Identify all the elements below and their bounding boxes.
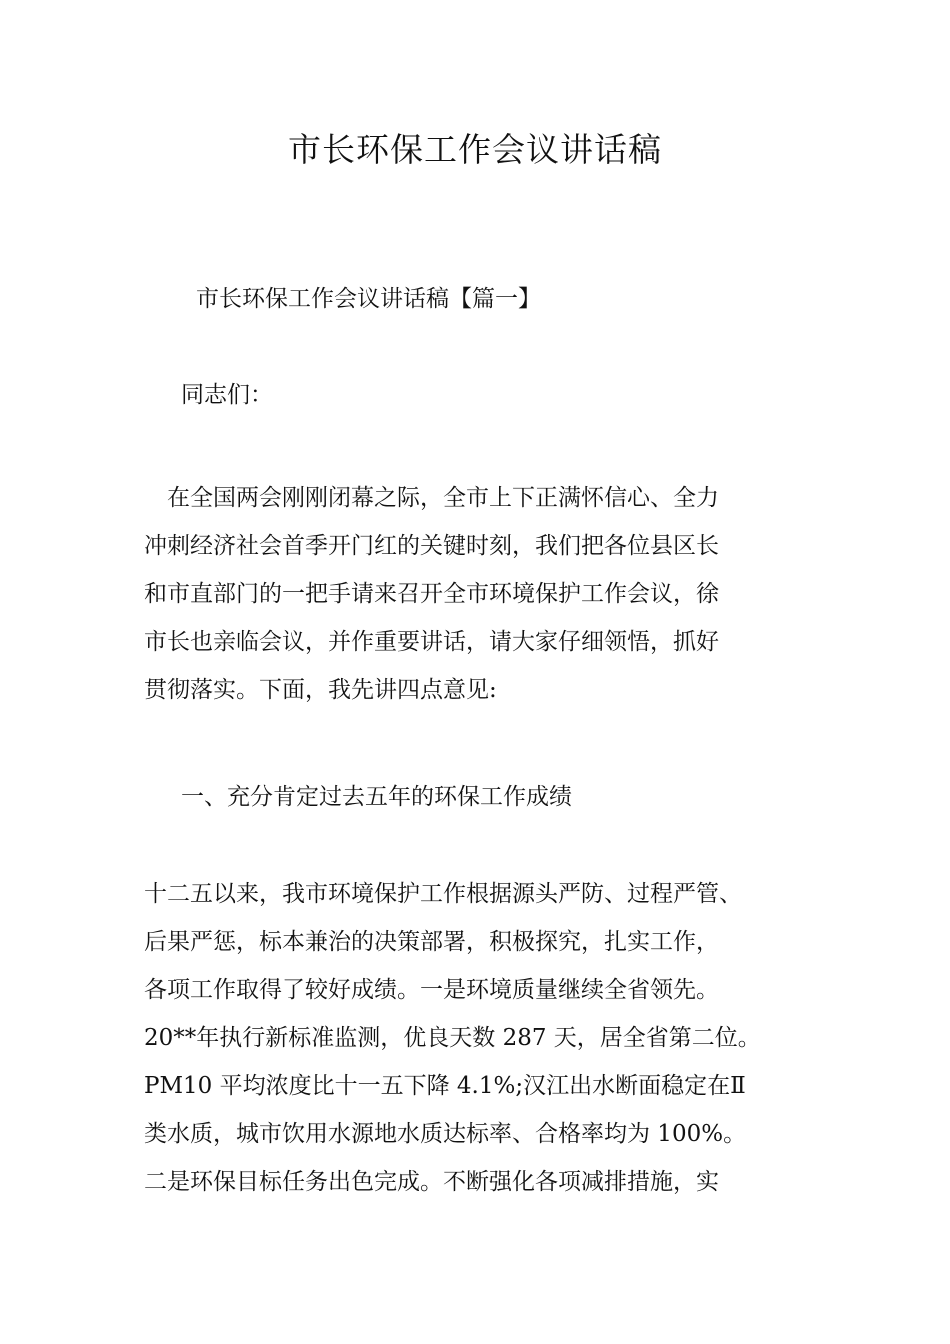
paragraph-line: 冲刺经济社会首季开门红的关键时刻，我们把各位县区长 bbox=[144, 533, 719, 559]
paragraph-line: 类水质，城市饮用水源地水质达标率、合格率均为 100%。 bbox=[144, 1121, 747, 1147]
paragraph-line: 市长也亲临会议，并作重要讲话，请大家仔细领悟，抓好 bbox=[144, 629, 719, 655]
paragraph-line: 二是环保目标任务出色完成。不断强化各项减排措施，实 bbox=[144, 1169, 719, 1195]
document-title: 市长环保工作会议讲话稿 bbox=[288, 130, 662, 169]
paragraph-line: 在全国两会刚刚闭幕之际，全市上下正满怀信心、全力 bbox=[144, 485, 719, 511]
paragraph-line: 后果严惩，标本兼治的决策部署，积极探究，扎实工作， bbox=[144, 929, 719, 955]
paragraph-line: 各项工作取得了较好成绩。一是环境质量继续全省领先。 bbox=[144, 977, 719, 1003]
paragraph-line: 十二五以来，我市环境保护工作根据源头严防、过程严管、 bbox=[144, 881, 742, 907]
greeting: 同志们： bbox=[181, 382, 273, 408]
section-heading: 一、充分肯定过去五年的环保工作成绩 bbox=[181, 784, 572, 810]
paragraph-achievements bbox=[144, 870, 761, 1206]
paragraph-intro bbox=[144, 474, 719, 714]
paragraph-line: 和市直部门的一把手请来召开全市环境保护工作会议，徐 bbox=[144, 581, 719, 607]
paragraph-line: 20**年执行新标准监测，优良天数 287 天，居全省第二位。 bbox=[144, 1025, 761, 1051]
paragraph-line: PM10 平均浓度比十一五下降 4.1%;汉江出水断面稳定在Ⅱ bbox=[144, 1073, 746, 1099]
paragraph-line: 贯彻落实。下面，我先讲四点意见: bbox=[144, 677, 497, 703]
section-subtitle: 市长环保工作会议讲话稿【篇一】 bbox=[196, 286, 541, 312]
